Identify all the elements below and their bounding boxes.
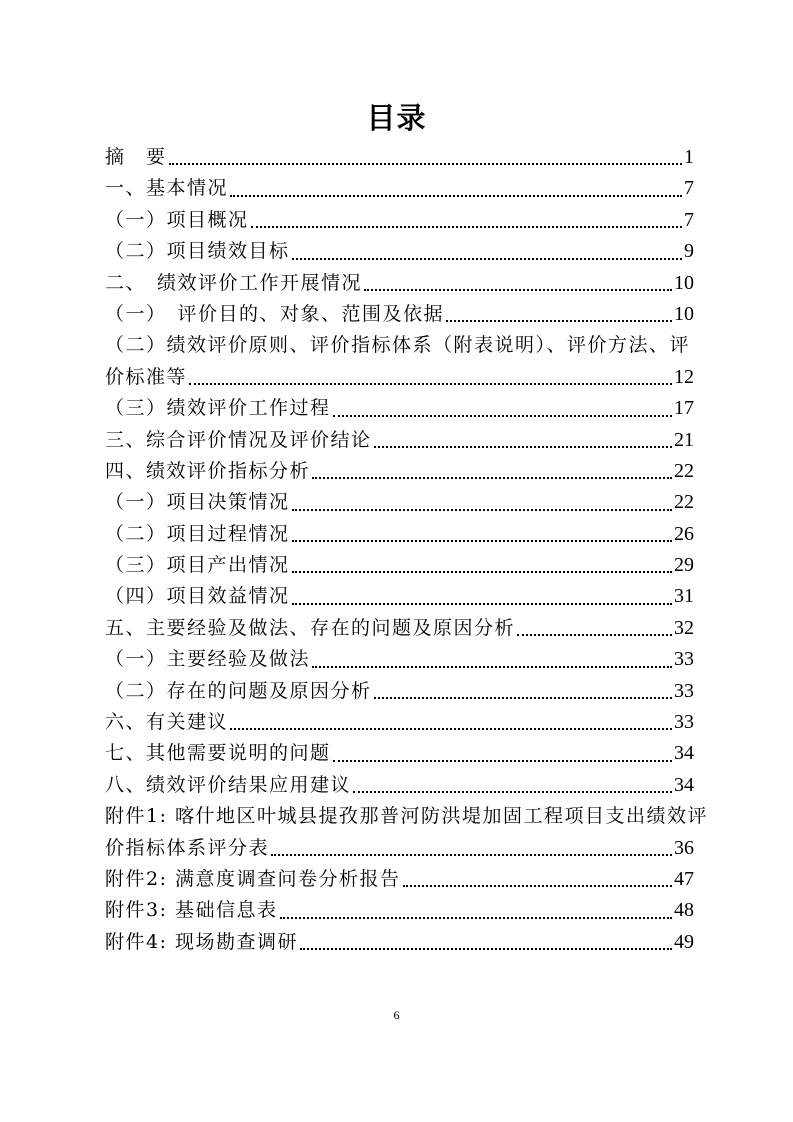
toc-page-number: 33 xyxy=(674,648,694,671)
toc-page-number: 49 xyxy=(674,930,694,953)
toc-page-number: 17 xyxy=(674,397,694,420)
toc-dot-leader xyxy=(351,770,674,801)
toc-entry[interactable] xyxy=(105,738,694,769)
toc-entry-label: 附件2: 满意度调查问卷分析报告 xyxy=(105,867,401,890)
toc-entry[interactable] xyxy=(105,142,694,173)
toc-entry-label: （二）项目过程情况 xyxy=(105,522,290,545)
toc-page-number: 22 xyxy=(674,491,694,514)
toc-entry-label: （三）项目产出情况 xyxy=(105,554,290,577)
toc-entry-label: （一）项目决策情况 xyxy=(105,491,290,514)
toc-entry[interactable] xyxy=(105,362,694,393)
toc-entry[interactable] xyxy=(105,268,694,299)
toc-entry-label: 一、基本情况 xyxy=(105,177,229,200)
toc-entry[interactable] xyxy=(105,676,694,707)
toc-page-number: 10 xyxy=(674,271,694,294)
toc-dot-leader xyxy=(269,833,674,864)
toc-entry-label: 二、 绩效评价工作开展情况 xyxy=(105,271,363,294)
toc-dot-leader xyxy=(187,362,674,393)
toc-dot-leader xyxy=(372,425,674,456)
toc-entry[interactable] xyxy=(105,456,694,487)
toc-entry-label: 六、有关建议 xyxy=(105,711,229,734)
toc-entry-label: （一）项目概况 xyxy=(105,208,249,231)
toc-page-number: 48 xyxy=(674,899,694,922)
toc-dot-leader xyxy=(278,895,674,926)
toc-entry[interactable] xyxy=(105,205,694,236)
toc-page-number: 29 xyxy=(674,554,694,577)
toc-entry[interactable] xyxy=(105,487,694,518)
toc-dot-leader xyxy=(331,738,674,769)
toc-page-number: 26 xyxy=(674,522,694,545)
toc-entry[interactable] xyxy=(105,707,694,738)
toc-entry[interactable] xyxy=(105,613,694,644)
toc-entry-label: （二）项目绩效目标 xyxy=(105,240,290,263)
page-number-footer: 6 xyxy=(393,1008,400,1022)
toc-dot-leader xyxy=(298,927,674,958)
toc-page-number: 47 xyxy=(674,867,694,890)
table-of-contents xyxy=(105,142,709,958)
toc-dot-leader xyxy=(362,268,674,299)
toc-entry-label: （一） 评价目的、对象、范围及依据 xyxy=(105,302,445,325)
toc-page-number: 1 xyxy=(684,145,694,168)
toc-entry[interactable] xyxy=(105,927,694,958)
toc-page-number: 34 xyxy=(674,773,694,796)
toc-title: 目录 xyxy=(366,101,427,135)
toc-page-number: 10 xyxy=(674,302,694,325)
toc-entry-label: 七、其他需要说明的问题 xyxy=(105,742,331,765)
toc-page-number: 12 xyxy=(674,365,694,388)
toc-dot-leader xyxy=(228,173,684,204)
toc-dot-leader xyxy=(372,676,674,707)
toc-page-number: 36 xyxy=(674,836,694,859)
toc-entry[interactable] xyxy=(105,770,694,801)
toc-entry-label: 三、综合评价情况及评价结论 xyxy=(105,428,372,451)
toc-entry-label: （三）绩效评价工作过程 xyxy=(105,397,331,420)
toc-dot-leader xyxy=(515,613,674,644)
toc-page-number: 31 xyxy=(674,585,694,608)
toc-entry-label: 价指标体系评分表 xyxy=(105,836,270,859)
toc-page-number: 33 xyxy=(674,711,694,734)
toc-entry-label: （二）存在的问题及原因分析 xyxy=(105,679,372,702)
toc-entry[interactable] xyxy=(105,644,694,675)
toc-entry[interactable] xyxy=(105,393,694,424)
toc-entry-label: 五、主要经验及做法、存在的问题及原因分析 xyxy=(105,616,516,639)
toc-entry[interactable] xyxy=(105,519,694,550)
toc-page-number: 32 xyxy=(674,616,694,639)
toc-entry-line1[interactable]: 附件1: 喀什地区叶城县提孜那普河防洪堤加固工程项目支出绩效评 xyxy=(105,805,709,828)
toc-entry[interactable] xyxy=(105,581,694,612)
toc-dot-leader xyxy=(167,142,684,173)
toc-entry[interactable] xyxy=(105,833,694,864)
toc-dot-leader xyxy=(331,393,674,424)
toc-dot-leader xyxy=(310,456,674,487)
toc-page-number: 9 xyxy=(684,240,694,263)
toc-page-number: 34 xyxy=(674,742,694,765)
toc-entry[interactable] xyxy=(105,173,694,204)
toc-entry[interactable] xyxy=(105,425,694,456)
toc-dot-leader xyxy=(310,644,674,675)
toc-entry-label: 八、绩效评价结果应用建议 xyxy=(105,773,352,796)
toc-entry-line1[interactable]: （二）绩效评价原则、评价指标体系（附表说明）、评价方法、评 xyxy=(105,334,691,357)
toc-dot-leader xyxy=(444,299,674,330)
toc-dot-leader xyxy=(290,581,674,612)
toc-dot-leader xyxy=(290,519,674,550)
toc-entry-label: 四、绩效评价指标分析 xyxy=(105,459,311,482)
toc-dot-leader xyxy=(290,550,674,581)
toc-entry[interactable] xyxy=(105,299,694,330)
toc-page-number: 21 xyxy=(674,428,694,451)
toc-entry-label: 摘 要 xyxy=(105,145,167,168)
toc-dot-leader xyxy=(290,236,684,267)
toc-entry[interactable] xyxy=(105,236,694,267)
toc-entry[interactable] xyxy=(105,895,694,926)
toc-entry[interactable] xyxy=(105,864,694,895)
toc-page-number: 33 xyxy=(674,679,694,702)
toc-entry-label: 附件3: 基础信息表 xyxy=(105,899,278,922)
toc-entry[interactable] xyxy=(105,550,694,581)
toc-entry-label: （一）主要经验及做法 xyxy=(105,648,311,671)
toc-dot-leader xyxy=(290,487,674,518)
toc-page-number: 7 xyxy=(684,208,694,231)
toc-dot-leader xyxy=(401,864,674,895)
toc-page-number: 22 xyxy=(674,459,694,482)
toc-entry-label: （四）项目效益情况 xyxy=(105,585,290,608)
toc-page-number: 7 xyxy=(684,177,694,200)
toc-entry-label: 价标准等 xyxy=(105,365,188,388)
toc-entry-label: 附件4: 现场勘查调研 xyxy=(105,930,299,953)
toc-dot-leader xyxy=(249,205,684,236)
toc-dot-leader xyxy=(228,707,674,738)
